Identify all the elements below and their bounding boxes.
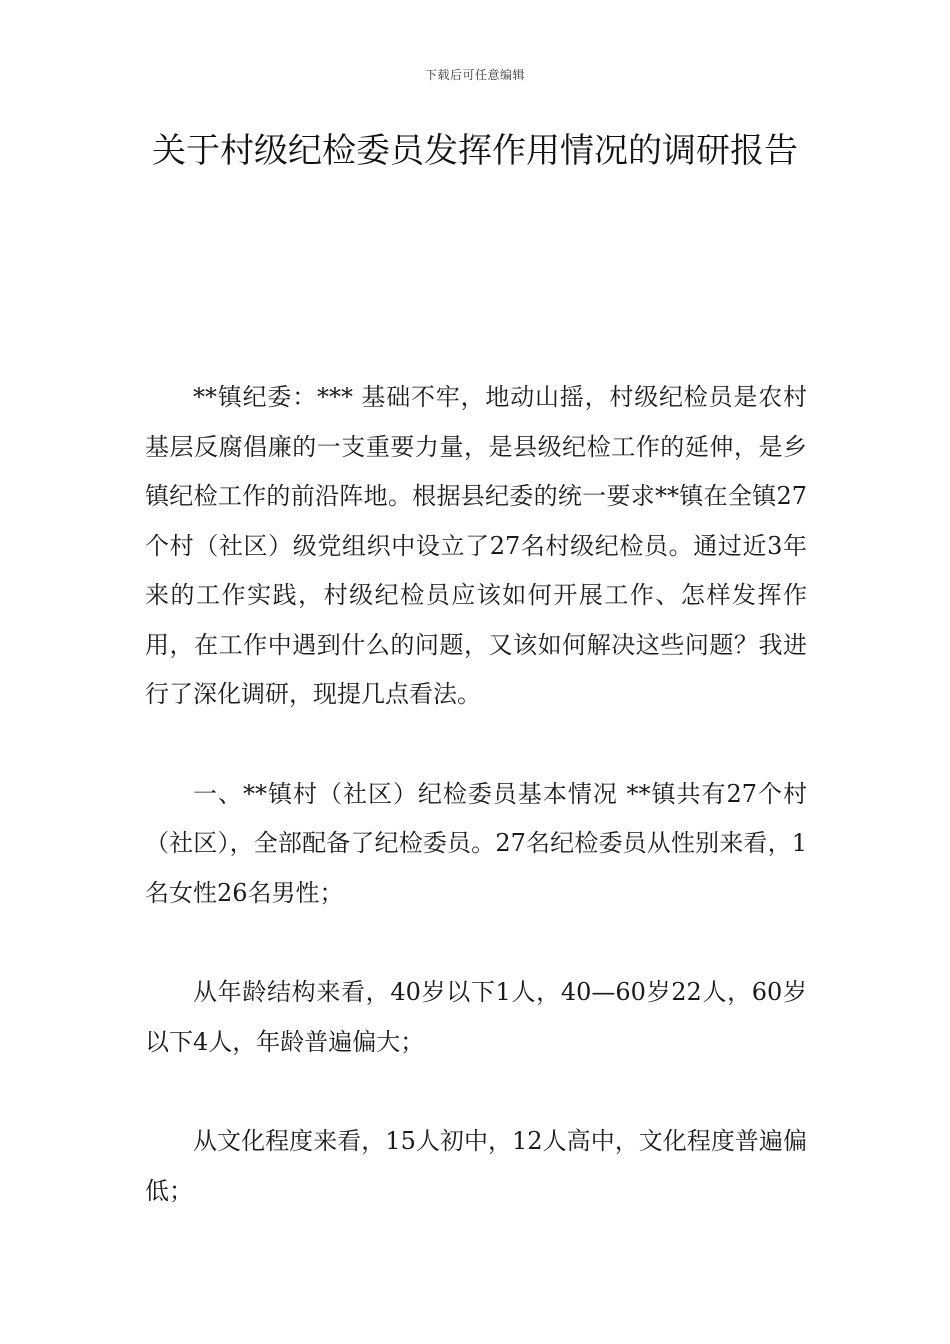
paragraph-education-level: 从文化程度来看，15人初中，12人高中，文化程度普遍偏低； [145,1127,807,1205]
document-title: 关于村级纪检委员发挥作用情况的调研报告 [152,131,798,171]
header-note: 下载后可任意编辑 [424,68,525,82]
paragraph-intro: **镇纪委：*** 基础不牢，地动山摇，村级纪检员是农村基层反腐倡廉的一支重要力量，是县级纪检工作的延伸，是乡镇纪检工作的前沿阵地。根据县纪委的统一要求**镇在全镇27个村（社区）级党组织中设立了27名村级纪检员。通过近3年来的工作实践，村级纪检员应该如何开展工作、怎样发挥作用，在工作中遇到什么的问题，又该如何解决这些问题？我进行了深化调研，现提几点看法。 [145,383,807,708]
paragraph-basic-info: 一、**镇村（社区）纪检委员基本情况 **镇共有27个村（社区），全部配备了纪检委员。27名纪检委员从性别来看，1名女性26名男性； [145,779,807,907]
document-body [145,373,807,1216]
paragraph-age-structure: 从年龄结构来看，40岁以下1人，40—60岁22人，60岁以下4人，年龄普遍偏大； [145,978,807,1056]
